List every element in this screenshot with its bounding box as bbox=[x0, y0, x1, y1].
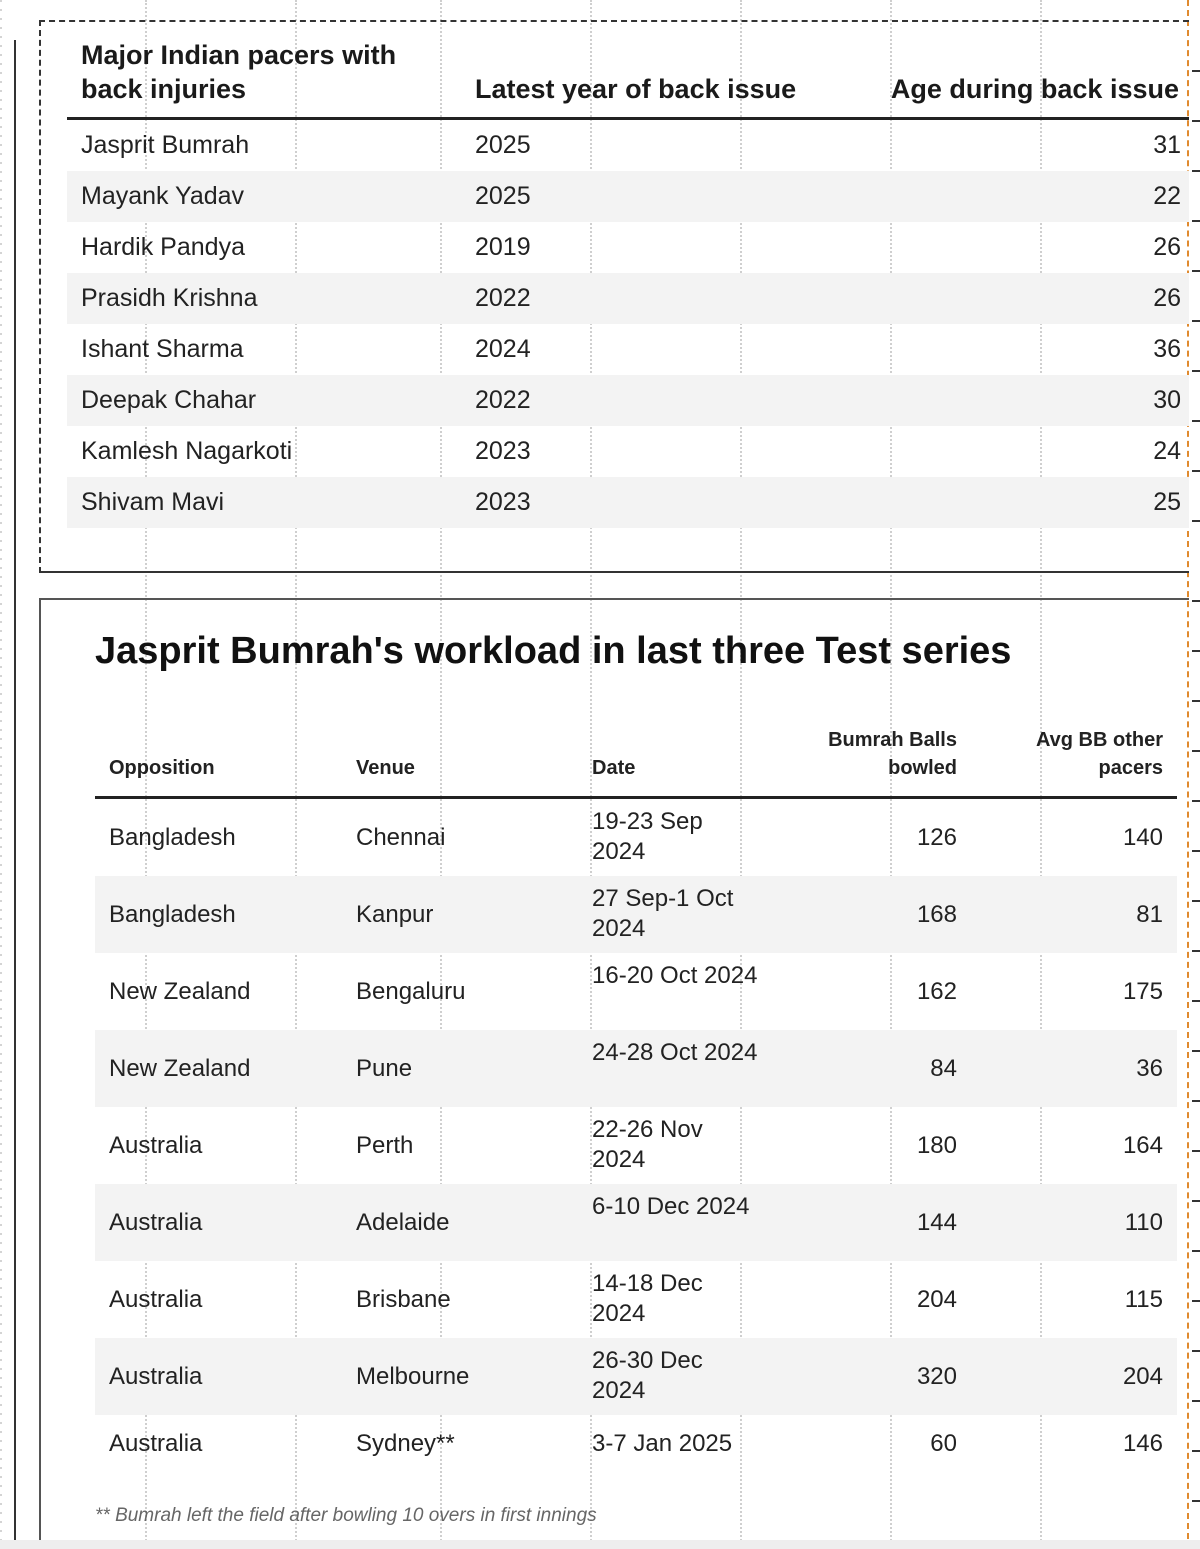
cell-year: 2025 bbox=[475, 182, 531, 210]
cell-age: 30 bbox=[1153, 386, 1181, 414]
cell-age: 24 bbox=[1153, 437, 1181, 465]
cell-year: 2022 bbox=[475, 284, 531, 312]
cell-opposition: Australia bbox=[109, 1286, 203, 1313]
cell-age: 26 bbox=[1153, 233, 1181, 261]
cell-avg-other-pacers: 175 bbox=[1122, 978, 1163, 1005]
ruler-tick bbox=[1192, 370, 1200, 372]
cell-balls-bowled: 162 bbox=[916, 978, 957, 1005]
ruler-tick bbox=[1192, 1450, 1200, 1452]
cell-balls-bowled: 126 bbox=[916, 824, 957, 851]
ruler-tick bbox=[1192, 1500, 1200, 1502]
cell-year: 2019 bbox=[475, 233, 531, 261]
cell-date: 16-20 Oct 2024 bbox=[592, 962, 758, 989]
cell-venue: Kanpur bbox=[356, 901, 434, 928]
cell-date: 27 Sep-1 Oct 2024 bbox=[592, 885, 734, 942]
cell-avg-other-pacers: 115 bbox=[1124, 1286, 1163, 1313]
cell-venue: Sydney** bbox=[356, 1430, 455, 1457]
ruler-tick bbox=[1192, 850, 1200, 852]
cell-balls-bowled: 320 bbox=[916, 1363, 957, 1390]
cell-avg-other-pacers: 81 bbox=[1136, 901, 1163, 928]
table-row bbox=[95, 1107, 1177, 1184]
ruler-tick bbox=[1192, 1050, 1200, 1052]
ruler-tick bbox=[1192, 1350, 1200, 1352]
cell-name: Mayank Yadav bbox=[81, 182, 245, 210]
cell-date: 6-10 Dec 2024 bbox=[592, 1193, 750, 1220]
cell-name: Deepak Chahar bbox=[81, 386, 257, 414]
workload-table-header bbox=[95, 724, 1177, 796]
table-row bbox=[95, 1418, 1177, 1470]
ruler-tick bbox=[1192, 220, 1200, 222]
cell-year: 2023 bbox=[475, 437, 531, 465]
ruler-tick bbox=[1192, 1400, 1200, 1402]
cell-balls-bowled: 168 bbox=[916, 901, 957, 928]
ruler-tick bbox=[1192, 800, 1200, 802]
cell-name: Prasidh Krishna bbox=[81, 284, 258, 312]
ruler-tick bbox=[1192, 70, 1200, 72]
ruler-tick bbox=[1192, 120, 1200, 122]
table-row bbox=[67, 426, 1189, 477]
cell-year: 2024 bbox=[475, 335, 531, 363]
ruler-tick bbox=[1192, 1100, 1200, 1102]
ruler-tick bbox=[1192, 600, 1200, 602]
cell-year: 2023 bbox=[475, 488, 531, 516]
workload-table-card bbox=[39, 598, 1189, 1549]
ruler-tick bbox=[1192, 1200, 1200, 1202]
ruler-tick bbox=[1192, 420, 1200, 422]
table-row bbox=[67, 477, 1189, 528]
cell-name: Jasprit Bumrah bbox=[81, 131, 250, 159]
cell-name: Ishant Sharma bbox=[81, 335, 244, 363]
cell-date: 22-26 Nov 2024 bbox=[592, 1116, 703, 1173]
table-row bbox=[95, 1184, 1177, 1261]
cell-date: 3-7 Jan 2025 bbox=[592, 1430, 733, 1457]
ruler-tick bbox=[1192, 1250, 1200, 1252]
footnote: ** Bumrah left the field after bowling 10 overs in first innings bbox=[95, 1505, 597, 1526]
table-row bbox=[67, 324, 1189, 375]
cell-avg-other-pacers: 110 bbox=[1124, 1209, 1163, 1236]
cell-date: 14-18 Dec 2024 bbox=[592, 1270, 703, 1327]
workload-table-title: Jasprit Bumrah's workload in last three Test series bbox=[95, 630, 1012, 672]
table-row bbox=[67, 120, 1189, 171]
ruler-tick bbox=[1192, 700, 1200, 702]
cell-opposition: Australia bbox=[109, 1363, 203, 1390]
cell-date: 19-23 Sep 2024 bbox=[592, 808, 703, 865]
ruler-tick bbox=[1192, 1300, 1200, 1302]
ruler-tick bbox=[1192, 470, 1200, 472]
cell-name: Kamlesh Nagarkoti bbox=[81, 437, 293, 465]
cell-age: 22 bbox=[1153, 182, 1181, 210]
cell-balls-bowled: 204 bbox=[916, 1286, 957, 1313]
cell-venue: Bengaluru bbox=[356, 978, 466, 1005]
header-venue: Venue bbox=[356, 757, 415, 779]
ruler-tick bbox=[1192, 270, 1200, 272]
header-age: Age during back issue bbox=[890, 74, 1179, 104]
header-opposition: Opposition bbox=[109, 757, 215, 779]
pacers-table-header bbox=[67, 32, 1187, 124]
table-row bbox=[95, 1261, 1177, 1338]
cell-venue: Melbourne bbox=[356, 1363, 470, 1390]
cell-age: 25 bbox=[1153, 488, 1181, 516]
ruler-tick bbox=[1192, 900, 1200, 902]
cell-age: 26 bbox=[1153, 284, 1181, 312]
ruler-tick bbox=[1192, 320, 1200, 322]
header-balls-bowled: Bumrah Balls bowled bbox=[828, 729, 957, 779]
ruler-tick bbox=[1192, 750, 1200, 752]
cell-age: 36 bbox=[1153, 335, 1181, 363]
header-latest-year: Latest year of back issue bbox=[475, 74, 797, 104]
cell-name: Hardik Pandya bbox=[81, 233, 245, 261]
cell-balls-bowled: 180 bbox=[916, 1132, 957, 1159]
cell-balls-bowled: 60 bbox=[930, 1430, 957, 1457]
ruler-tick bbox=[1192, 170, 1200, 172]
table-row bbox=[67, 375, 1189, 426]
cell-opposition: New Zealand bbox=[109, 1055, 251, 1082]
cell-age: 31 bbox=[1153, 131, 1181, 159]
cell-avg-other-pacers: 164 bbox=[1122, 1132, 1163, 1159]
cell-date: 26-30 Dec 2024 bbox=[592, 1347, 703, 1404]
cell-avg-other-pacers: 36 bbox=[1136, 1055, 1163, 1082]
table-row bbox=[95, 953, 1177, 1030]
pacers-table-card bbox=[39, 20, 1189, 573]
table-row bbox=[67, 171, 1189, 222]
table-row bbox=[95, 1338, 1177, 1415]
table-row bbox=[67, 222, 1189, 273]
cell-venue: Perth bbox=[356, 1132, 414, 1159]
cell-opposition: Australia bbox=[109, 1430, 203, 1457]
cell-avg-other-pacers: 146 bbox=[1122, 1430, 1163, 1457]
cell-year: 2022 bbox=[475, 386, 531, 414]
cell-venue: Adelaide bbox=[356, 1209, 450, 1236]
table-row bbox=[95, 799, 1177, 876]
ruler-tick bbox=[1192, 1150, 1200, 1152]
table-row bbox=[95, 1030, 1177, 1107]
header-pacer-name: Major Indian pacers with back injuries bbox=[81, 40, 397, 104]
cell-year: 2025 bbox=[475, 131, 531, 159]
table-row bbox=[67, 273, 1189, 324]
cell-name: Shivam Mavi bbox=[81, 488, 225, 516]
left-margin-rule bbox=[14, 40, 16, 1540]
ruler-tick bbox=[1192, 520, 1200, 522]
cell-opposition: New Zealand bbox=[109, 978, 251, 1005]
cell-opposition: Bangladesh bbox=[109, 824, 236, 851]
cell-venue: Pune bbox=[356, 1055, 413, 1082]
header-avg-other-pacers: Avg BB other pacers bbox=[1035, 729, 1163, 779]
cell-date: 24-28 Oct 2024 bbox=[592, 1039, 758, 1066]
cell-venue: Chennai bbox=[356, 824, 446, 851]
ruler-tick bbox=[1192, 950, 1200, 952]
cell-avg-other-pacers: 204 bbox=[1122, 1363, 1163, 1390]
bottom-edge bbox=[0, 1540, 1200, 1549]
cell-avg-other-pacers: 140 bbox=[1122, 824, 1163, 851]
cell-balls-bowled: 144 bbox=[916, 1209, 957, 1236]
cell-opposition: Australia bbox=[109, 1132, 203, 1159]
cell-venue: Brisbane bbox=[356, 1286, 451, 1313]
ruler-tick bbox=[1192, 650, 1200, 652]
header-date: Date bbox=[592, 757, 636, 779]
cell-balls-bowled: 84 bbox=[930, 1055, 957, 1082]
ruler-tick bbox=[1192, 1000, 1200, 1002]
cell-opposition: Bangladesh bbox=[109, 901, 236, 928]
cell-opposition: Australia bbox=[109, 1209, 203, 1236]
table-row bbox=[95, 876, 1177, 953]
